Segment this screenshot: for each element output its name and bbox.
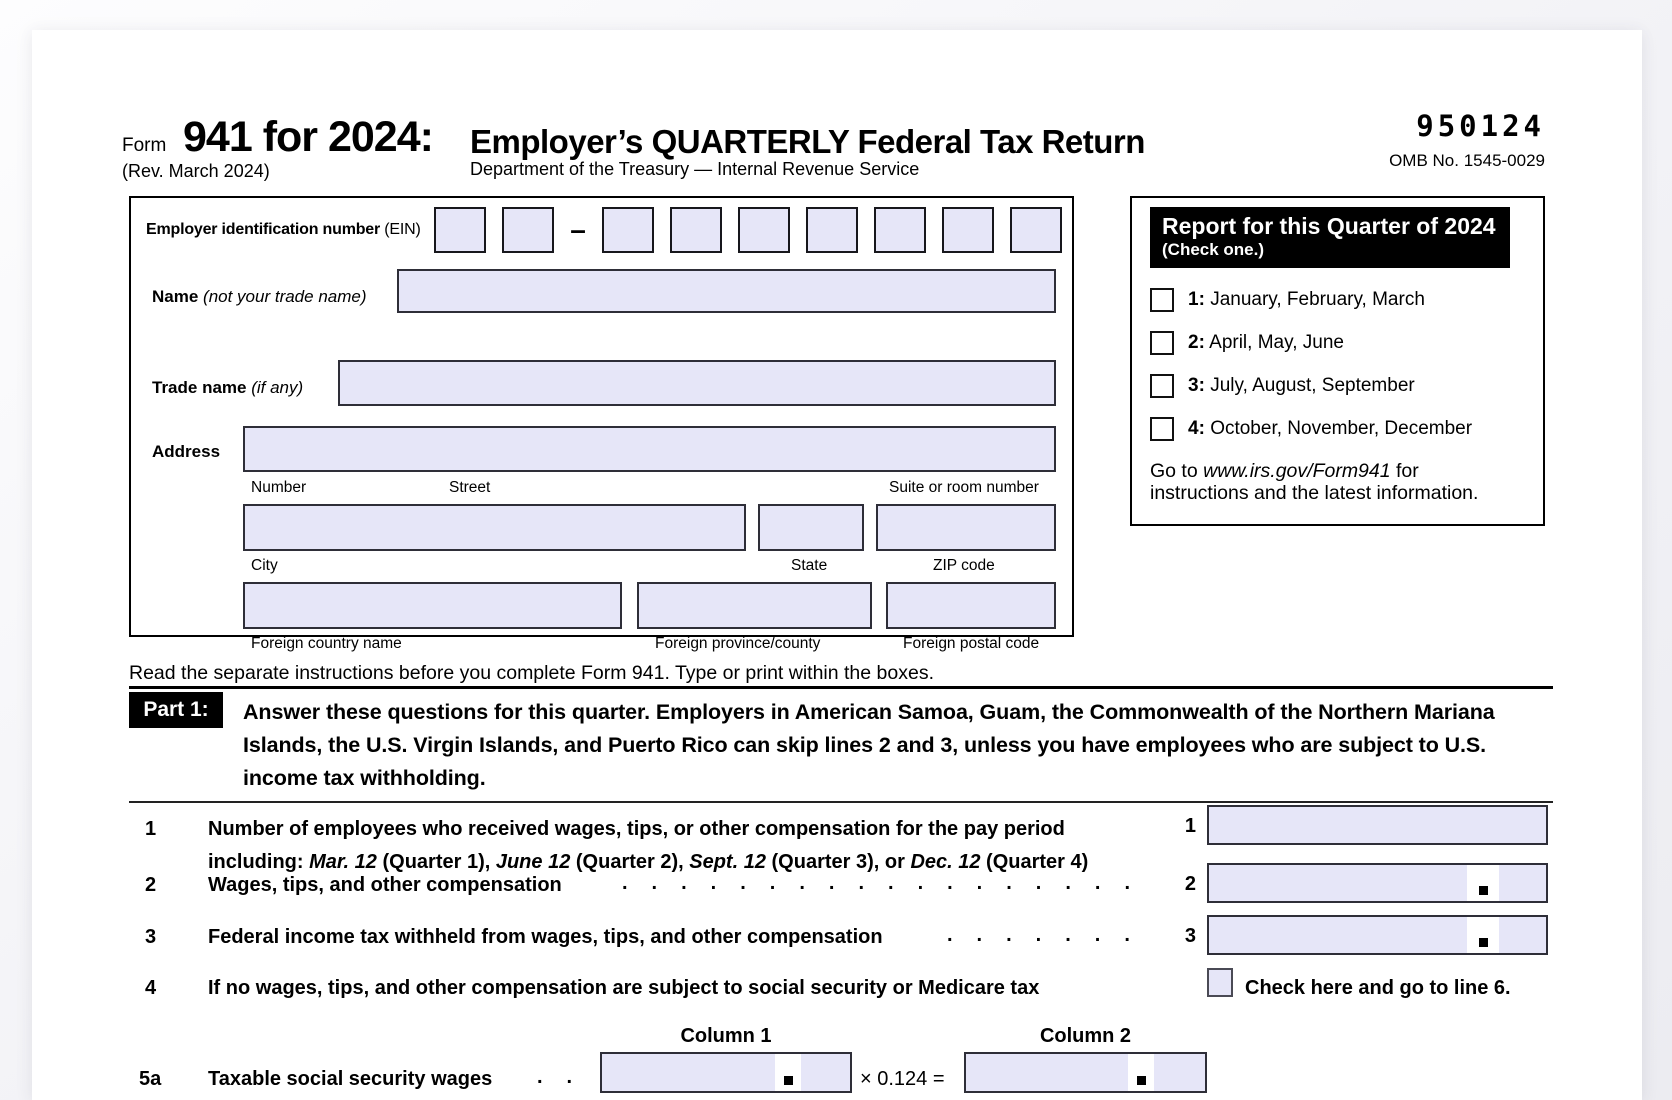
line2-decimal-dot [1479, 886, 1488, 895]
name-label-main: Name [152, 287, 199, 306]
line4-check-label: Check here and go to line 6. [1245, 977, 1511, 999]
line3-right-num: 3 [1184, 925, 1196, 947]
quarter-4-checkbox[interactable] [1150, 417, 1174, 441]
line4-checkbox[interactable] [1207, 968, 1233, 997]
form-number-title: 941 for 2024: [183, 113, 433, 161]
quarter-4-months: October, November, December [1210, 418, 1473, 439]
trade-name-label-main: Trade name [152, 378, 247, 397]
address-sublabel-number: Number [251, 479, 307, 496]
line5a-col2-input[interactable] [964, 1052, 1207, 1093]
state-input[interactable] [758, 504, 864, 551]
city-sublabel: City [251, 557, 278, 574]
address-label: Address [152, 442, 221, 461]
line1-amount-input[interactable] [1207, 805, 1548, 845]
quarter-2-checkbox[interactable] [1150, 331, 1174, 355]
line1-q1: (Quarter 1), [376, 851, 496, 873]
column1-header: Column 1 [680, 1025, 772, 1047]
line5a-multiplier: × 0.124 = [860, 1068, 945, 1090]
quarter-3-checkbox[interactable] [1150, 374, 1174, 398]
name-label-note: (not your trade name) [198, 287, 367, 306]
foreign-province-input[interactable] [637, 582, 872, 629]
line5a-num: 5a [139, 1068, 162, 1090]
goto-prefix: Go to [1150, 460, 1204, 482]
line1-q3: (Quarter 3), or [765, 851, 911, 873]
foreign-province-sublabel: Foreign province/county [655, 635, 821, 652]
name-label [152, 287, 367, 307]
form-word: Form [122, 135, 167, 156]
quarter-1-label [1188, 289, 1425, 311]
address-sublabel-suite: Suite or room number [889, 479, 1039, 496]
line5a-col1-decimal-strip [775, 1054, 801, 1091]
quarter-3-label [1188, 375, 1415, 397]
line2-dot-leader: .................. [622, 872, 1155, 894]
line5a-col1-input[interactable] [600, 1052, 852, 1093]
foreign-postal-input[interactable] [886, 582, 1056, 629]
department-label: Department of the Treasury — Internal Revenue Service [470, 159, 920, 179]
line3-amount-input[interactable] [1207, 915, 1548, 955]
irs-form941-link[interactable]: www.irs.gov/Form941 [1203, 460, 1391, 482]
goto-line-2: instructions and the latest information. [1150, 482, 1479, 504]
line4-num: 4 [145, 977, 157, 999]
line1-q1-date: Mar. 12 [309, 851, 377, 873]
part1-badge: Part 1: [129, 692, 223, 728]
quarter-2-num: 2: [1188, 332, 1205, 353]
quarter-1-checkbox[interactable] [1150, 288, 1174, 312]
trade-name-input[interactable] [338, 360, 1056, 406]
trade-name-label [152, 378, 303, 398]
ein-digit-box-7[interactable] [874, 207, 926, 253]
quarter-panel-header [1150, 207, 1510, 268]
quarter-1-months: January, February, March [1210, 289, 1425, 310]
line1-num: 1 [145, 818, 157, 840]
quarter-3-months: July, August, September [1210, 375, 1415, 396]
quarter-panel-subtitle: (Check one.) [1162, 240, 1265, 259]
address-input[interactable] [243, 426, 1056, 472]
ein-digit-box-8[interactable] [942, 207, 994, 253]
line2-num: 2 [145, 874, 157, 896]
goto-line-1 [1150, 460, 1419, 482]
line5a-col1-decimal-dot [784, 1076, 793, 1085]
part1-top-rule [129, 686, 1553, 689]
omb-number: OMB No. 1545-0029 [1389, 151, 1545, 170]
ocr-code: 950124 [1416, 109, 1545, 143]
line1-right-num: 1 [1184, 815, 1196, 837]
zip-input[interactable] [876, 504, 1056, 551]
zip-sublabel: ZIP code [933, 557, 995, 574]
quarter-4-label [1188, 418, 1472, 440]
ein-label [146, 221, 421, 239]
address-sublabel-street: Street [449, 479, 491, 496]
foreign-postal-sublabel: Foreign postal code [903, 635, 1040, 652]
column2-header: Column 2 [1039, 1025, 1132, 1047]
name-input[interactable] [397, 269, 1056, 313]
ein-digit-box-4[interactable] [670, 207, 722, 253]
page-title: Employer’s QUARTERLY Federal Tax Return [470, 123, 1145, 160]
quarter-panel-title: Report for this Quarter of 2024 [1162, 213, 1496, 239]
line5a-col2-decimal-strip [1128, 1054, 1154, 1091]
part1-bottom-rule [129, 801, 1553, 803]
quarter-3-num: 3: [1188, 375, 1205, 396]
ein-digit-box-3[interactable] [602, 207, 654, 253]
line2-right-num: 2 [1184, 873, 1196, 895]
ein-digit-box-5[interactable] [738, 207, 790, 253]
quarter-2-months: April, May, June [1209, 332, 1344, 353]
revision-label: (Rev. March 2024) [122, 161, 270, 181]
line1-q4: (Quarter 4) [980, 851, 1089, 873]
line3-dot-leader: ....... [947, 924, 1154, 946]
quarter-4-num: 4: [1188, 418, 1205, 439]
quarter-2-label [1188, 332, 1344, 354]
line5a-dot-leader: .. [537, 1066, 597, 1088]
line1-text-2 [208, 851, 1088, 874]
line1-text: Number of employees who received wages, tips, or other compensation for the pay period [208, 818, 1065, 840]
line3-text: Federal income tax withheld from wages, tips, and other compensation [208, 926, 883, 948]
line5a-text: Taxable social security wages [208, 1068, 493, 1090]
line5a-col2-decimal-dot [1137, 1076, 1146, 1085]
line2-text: Wages, tips, and other compensation [208, 874, 562, 896]
ein-digit-box-9[interactable] [1010, 207, 1062, 253]
ein-label-paren: (EIN) [380, 221, 421, 238]
quarter-1-num: 1: [1188, 289, 1205, 310]
part1-heading: Answer these questions for this quarter. Employers in American Samoa, Guam, the Commonwealth of the Northern Mariana Islands, the U.S. Virgin Islands, and Puerto Rico can skip lines 2 and 3, unless you have employees who are subject to U.S. income tax withholding. [243, 700, 1495, 790]
line1-q2: (Quarter 2), [570, 851, 690, 873]
ein-digit-box-6[interactable] [806, 207, 858, 253]
line3-decimal-strip [1467, 917, 1499, 953]
line3-decimal-dot [1479, 938, 1488, 947]
ein-label-main: Employer identification number [146, 221, 381, 238]
line2-decimal-strip [1467, 865, 1499, 901]
foreign-country-sublabel: Foreign country name [251, 635, 402, 652]
line1-including: including: [208, 851, 310, 873]
ein-digit-box-1[interactable] [434, 207, 486, 253]
city-input[interactable] [243, 504, 746, 551]
line2-amount-input[interactable] [1207, 863, 1548, 903]
trade-name-label-note: (if any) [246, 378, 304, 397]
line4-text: If no wages, tips, and other compensation are subject to social security or Medicare tax [208, 977, 1040, 999]
ein-digit-box-2[interactable] [502, 207, 554, 253]
line3-num: 3 [145, 926, 157, 948]
line1-q4-date: Dec. 12 [910, 851, 981, 873]
foreign-country-input[interactable] [243, 582, 622, 629]
ein-dash: – [570, 214, 586, 245]
goto-suffix: for [1390, 460, 1419, 482]
read-instructions-text: Read the separate instructions before you complete Form 941. Type or print within the boxes. [129, 662, 934, 684]
state-sublabel: State [791, 557, 828, 574]
line1-q2-date: June 12 [495, 851, 571, 873]
form-941-page [32, 30, 1642, 1100]
line1-q3-date: Sept. 12 [689, 851, 766, 873]
